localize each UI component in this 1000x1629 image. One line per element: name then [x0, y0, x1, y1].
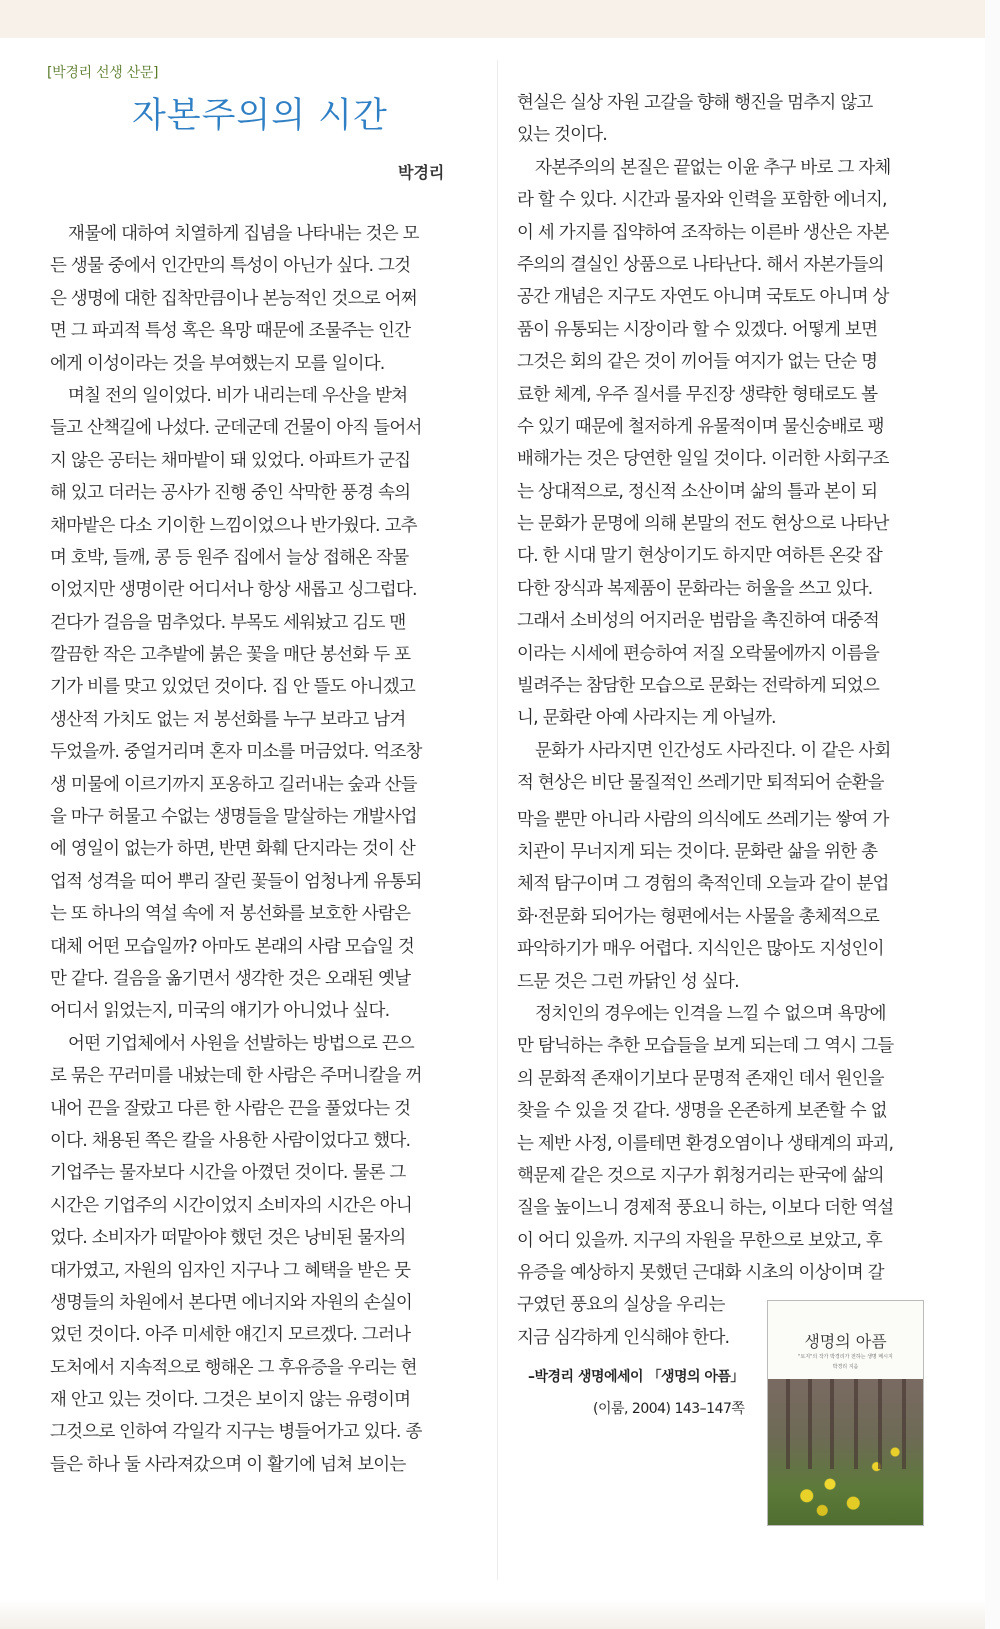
text-line: 채마밭은 다소 기이한 느낌이었으나 반가웠다. 고추: [50, 515, 417, 536]
text-line: 이 세 가지를 집약하여 조작하는 이른바 생산은 자본: [517, 222, 889, 243]
text-line: 치관이 무너지게 되는 것이다. 문화란 삶을 위한 총: [517, 841, 878, 862]
text-line: 해 있고 더러는 공사가 진행 중인 삭막한 풍경 속의: [50, 483, 411, 504]
column-divider: [497, 60, 498, 1580]
text-line: 어떤 기업체에서 사원을 선발하는 방법으로 끈으: [68, 1033, 414, 1054]
page-title: 자본주의의 시간: [132, 96, 388, 136]
text-line: 기업주는 물자보다 시간을 아꼈던 것이다. 물론 그: [50, 1163, 406, 1184]
text-line: 그래서 소비성의 어지러운 범람을 촉진하여 대중적: [517, 611, 880, 632]
text-line: 료한 체계, 우주 질서를 무진장 생략한 형태로도 볼: [517, 384, 878, 405]
text-line: 수 있기 때문에 철저하게 유물적이며 물신숭배로 팽: [517, 416, 884, 437]
text-line: 찾을 수 있을 것 같다. 생명을 온존하게 보존할 수 없: [517, 1101, 887, 1122]
text-line: 을 마구 허물고 수없는 생명들을 말살하는 개발사업: [50, 807, 417, 828]
series-label: [박경리 선생 산문]: [47, 65, 159, 81]
text-line: 이 어디 있을까. 지구의 자원을 무한으로 보았고, 후: [517, 1230, 882, 1251]
book-title: 생명의 아픔: [804, 1332, 887, 1351]
text-line: 지금 심각하게 인식해야 한다.: [517, 1327, 730, 1348]
citation-source: –박경리 생명에세이 「생명의 아픔」: [528, 1369, 744, 1385]
text-line: 다. 한 시대 말기 현상이기도 하지만 여하튼 온갖 잡: [517, 546, 882, 567]
text-line: 유증을 예상하지 못했던 근대화 시초의 이상이며 갈: [517, 1263, 884, 1284]
citation-publisher: (이룸, 2004) 143–147쪽: [593, 1401, 745, 1417]
text-line: 드문 것은 그런 까닭인 성 싶다.: [517, 971, 739, 992]
right-column: [517, 87, 925, 1354]
text-line: 배해가는 것은 당연한 일일 것이다. 이러한 사회구조: [517, 449, 889, 470]
text-line: 면 그 파괴적 특성 혹은 욕망 때문에 조물주는 인간: [50, 321, 411, 342]
text-line: 에 영일이 없는가 하면, 반면 화훼 단지라는 것이 산: [50, 839, 415, 860]
text-line: 업적 성격을 띠어 뿌리 잘린 꽃들이 엄청나게 유통되: [50, 871, 422, 892]
text-line: 시간은 기업주의 시간이었지 소비자의 시간은 아니: [50, 1195, 413, 1216]
text-line: 핵문제 같은 것으로 지구가 휘청거리는 판국에 삶의: [517, 1165, 884, 1186]
text-line: 로 묶은 꾸러미를 내놨는데 한 사람은 주머니칼을 꺼: [50, 1066, 422, 1087]
text-line: 대체 어떤 모습일까? 아마도 본래의 사람 모습일 것: [50, 936, 414, 957]
text-line: 걷다가 걸음을 멈추었다. 부목도 세워놨고 김도 맨: [50, 612, 406, 633]
text-line: 며칠 전의 일이었다. 비가 내리는데 우산을 받쳐: [68, 385, 408, 406]
text-line: 기가 비를 맞고 있었던 것이다. 집 안 뜰도 아니겠고: [50, 677, 415, 698]
text-line: 든 생물 중에서 인간만의 특성이 아닌가 싶다. 그것: [50, 256, 411, 277]
text-line: 공간 개념은 지구도 자연도 아니며 국토도 아니며 상: [517, 287, 889, 308]
text-line: 들고 산책길에 나섰다. 군데군데 건물이 아직 들어서: [50, 418, 422, 439]
text-line: 재 안고 있는 것이다. 그것은 보이지 않는 유령이며: [50, 1390, 411, 1411]
text-line: 들은 하나 둘 사라져갔으며 이 활기에 넘쳐 보이는: [50, 1454, 406, 1475]
text-line: 내어 끈을 잘랐고 다른 한 사람은 끈을 풀었다는 것: [50, 1098, 411, 1119]
text-line: 품이 유통되는 시장이라 할 수 있겠다. 어떻게 보면: [517, 319, 878, 340]
text-line: 만 탐닉하는 추한 모습들을 보게 되는데 그 역시 그들: [517, 1036, 894, 1057]
text-line: 생명들의 차원에서 본다면 에너지와 자원의 손실이: [50, 1292, 413, 1313]
text-line: 생 미물에 이르기까지 포옹하고 길러내는 숲과 산들: [50, 774, 417, 795]
text-line: 이다. 채용된 쪽은 칼을 사용한 사람이었다고 했다.: [50, 1130, 411, 1151]
book-subtitle: "토지"의 작가 박경리가 전하는 생명 메시지: [798, 1354, 893, 1360]
left-column: [50, 218, 462, 1481]
scan-right-edge: [985, 0, 1000, 1629]
text-line: 지 않은 공터는 채마밭이 돼 있었다. 아파트가 군집: [50, 450, 411, 471]
text-line: 는 문화가 문명에 의해 본말의 전도 현상으로 나타난: [517, 514, 889, 535]
book-author: 박경리 지음: [832, 1364, 859, 1370]
text-line: 막을 뿐만 아니라 사람의 의식에도 쓰레기는 쌓여 가: [517, 809, 889, 830]
author-byline: 박경리: [398, 163, 445, 182]
text-line: 이라는 시세에 편승하여 저질 오락물에까지 이름을: [517, 643, 880, 664]
text-line: 빌려주는 참담한 모습으로 문화는 전락하게 되었으: [517, 676, 880, 697]
scan-bottom-band: [0, 1599, 985, 1629]
scan-top-band: [0, 0, 985, 38]
text-line: 이었지만 생명이란 어디서나 항상 새롭고 싱그럽다.: [50, 580, 417, 601]
text-line: 질을 높이느니 경제적 풍요니 하는, 이보다 더한 역설: [517, 1198, 894, 1219]
text-line: 도처에서 지속적으로 행해온 그 후유증을 우리는 현: [50, 1357, 417, 1378]
text-line: 문화가 사라지면 인간성도 사라진다. 이 같은 사회: [535, 740, 891, 761]
text-line: 체적 탐구이며 그 경험의 축적인데 오늘과 같이 분업: [517, 874, 889, 895]
book-cover-header: [768, 1301, 923, 1379]
text-line: 는 또 하나의 역설 속에 저 봉선화를 보호한 사람은: [50, 904, 411, 925]
text-line: 은 생명에 대한 집착만큼이나 본능적인 것으로 어쩌: [50, 288, 417, 309]
text-line: 대가였고, 자원의 임자인 지구나 그 혜택을 받은 뭇: [50, 1260, 411, 1281]
book-cover-image: [767, 1300, 924, 1526]
text-line: 구였던 풍요의 실상을 우리는: [517, 1295, 725, 1316]
text-line: 의 문화적 존재이기보다 문명적 존재인 데서 원인을: [517, 1068, 884, 1089]
text-line: 정치인의 경우에는 인격을 느낄 수 없으며 욕망에: [535, 1003, 886, 1024]
text-line: 에게 이성이라는 것을 부여했는지 모를 일이다.: [50, 353, 385, 374]
text-line: 적 현상은 비단 물질적인 쓰레기만 퇴적되어 순환을: [517, 773, 884, 794]
forest-flowers-photo: [768, 1379, 923, 1525]
text-line: 주의의 결실인 상품으로 나타난다. 해서 자본가들의: [517, 254, 884, 275]
text-line: 어디서 읽었는지, 미국의 얘기가 아니었나 싶다.: [50, 1001, 390, 1022]
text-line: 었다. 소비자가 떠맡아야 했던 것은 낭비된 물자의: [50, 1228, 406, 1249]
text-line: 그것은 회의 같은 것이 끼어들 여지가 없는 단순 명: [517, 352, 878, 373]
text-line: 깔끔한 작은 고추밭에 붉은 꽃을 매단 봉선화 두 포: [50, 645, 411, 666]
text-line: 니, 문화란 아예 사라지는 게 아닐까.: [517, 708, 776, 729]
text-line: 다한 장식과 복제품이 문화라는 허울을 쓰고 있다.: [517, 578, 873, 599]
text-line: 며 호박, 들깨, 콩 등 원주 집에서 늘상 접해온 작물: [50, 547, 409, 568]
text-line: 있는 것이다.: [517, 125, 608, 146]
text-line: 자본주의의 본질은 끝없는 이윤 추구 바로 그 자체: [535, 157, 891, 178]
text-line: 라 할 수 있다. 시간과 물자와 인력을 포함한 에너지,: [517, 190, 887, 211]
text-line: 생산적 가치도 없는 저 봉선화를 누구 보라고 남겨: [50, 709, 406, 730]
text-line: 파악하기가 매우 어렵다. 지식인은 많아도 지성인이: [517, 939, 884, 960]
text-line: 었던 것이다. 아주 미세한 얘긴지 모르겠다. 그러나: [50, 1325, 411, 1346]
text-line: 는 상대적으로, 정신적 소산이며 삶의 틀과 본이 되: [517, 481, 878, 502]
text-line: 만 같다. 걸음을 옮기면서 생각한 것은 오래된 옛날: [50, 968, 411, 989]
text-line: 재물에 대하여 치열하게 집념을 나타내는 것은 모: [68, 224, 419, 244]
text-line: 그것으로 인하여 각일각 지구는 병들어가고 있다. 종: [50, 1422, 422, 1443]
text-line: 화·전문화 되어가는 형편에서는 사물을 총체적으로: [517, 906, 880, 927]
text-line: 현실은 실상 자원 고갈을 향해 행진을 멈추지 않고: [517, 93, 873, 113]
text-line: 두었을까. 중얼거리며 혼자 미소를 머금었다. 억조창: [50, 742, 422, 763]
text-line: 는 제반 사정, 이를테면 환경오염이나 생태계의 파괴,: [517, 1133, 894, 1154]
